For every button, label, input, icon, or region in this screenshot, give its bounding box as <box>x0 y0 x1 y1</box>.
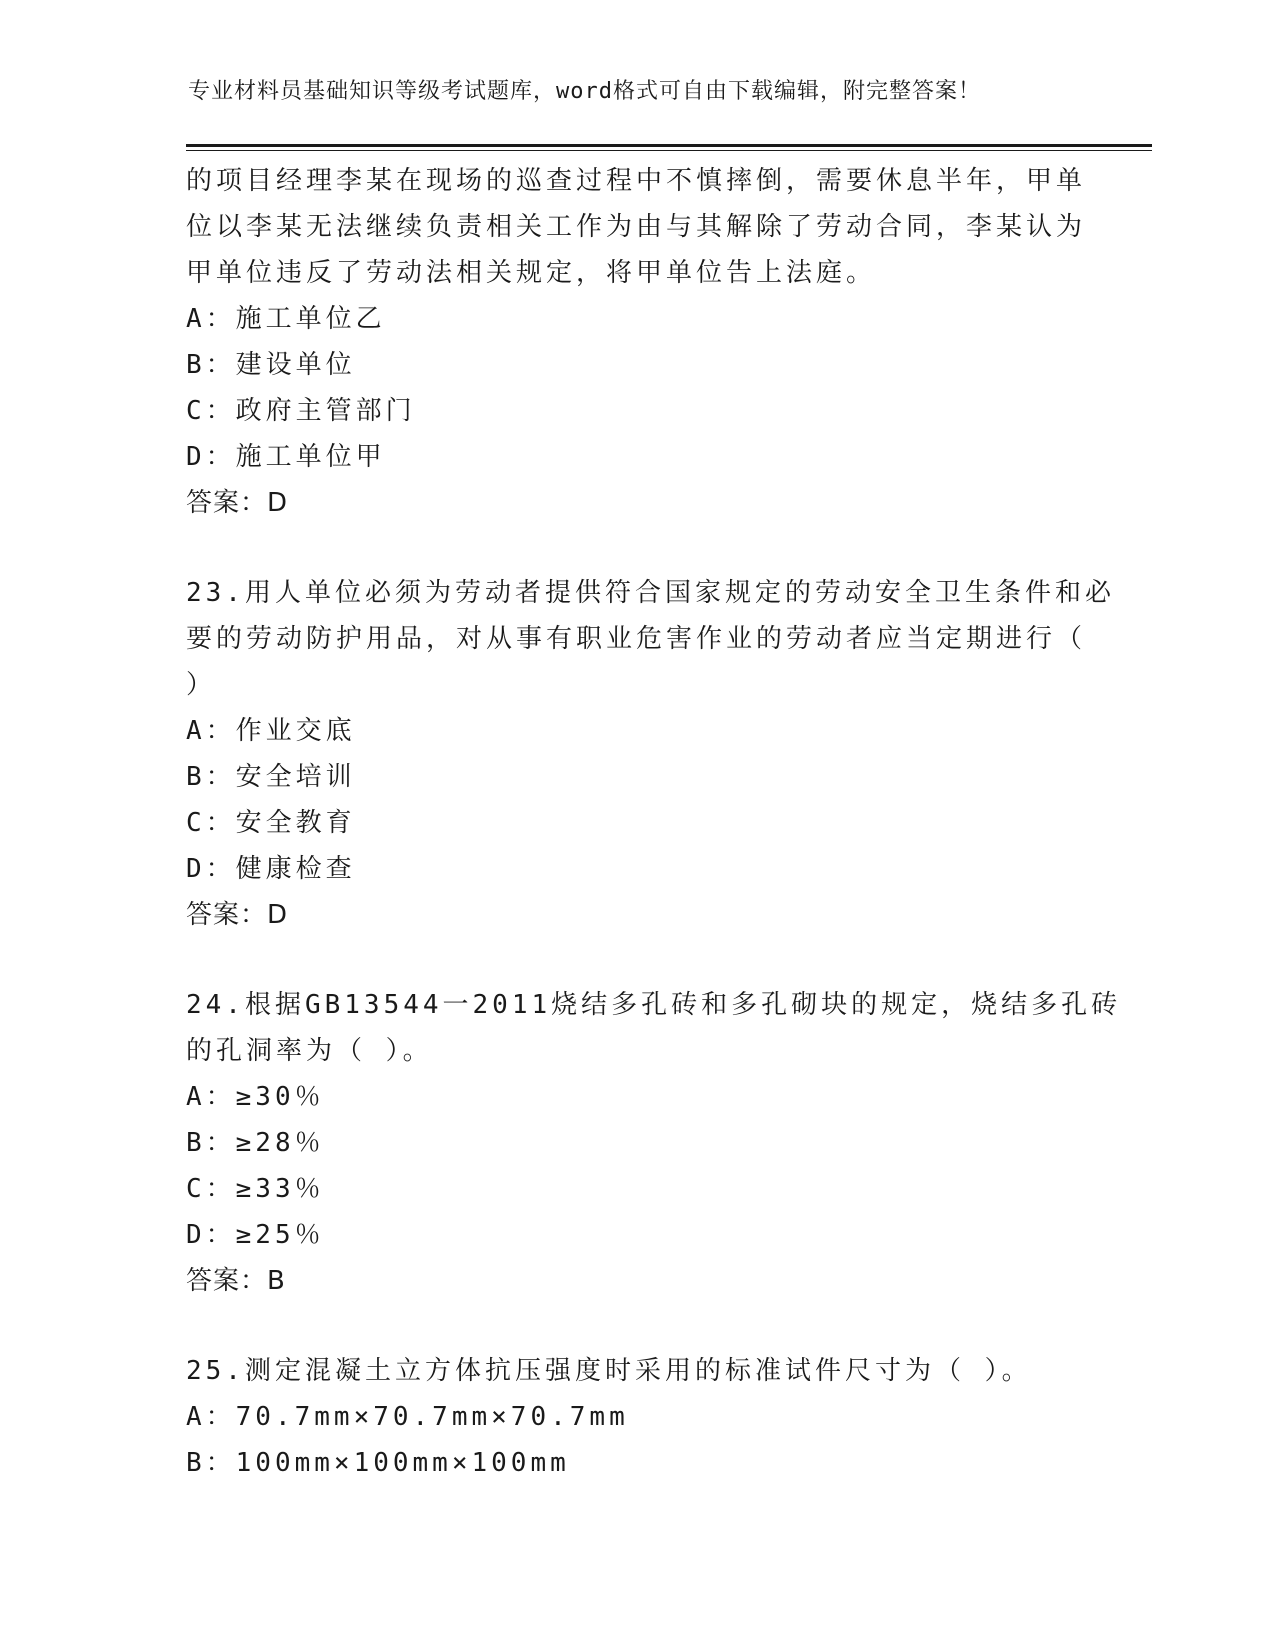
spacer <box>186 526 1076 570</box>
option-d: D：≥25％ <box>186 1220 325 1250</box>
option-a: A：施工单位乙 <box>186 304 386 334</box>
question-25 <box>186 1348 1076 1486</box>
option-c: C：政府主管部门 <box>186 396 416 426</box>
spacer <box>186 938 1076 982</box>
option-b: B：100mm×100mm×100mm <box>186 1448 570 1478</box>
answer-text: 答案：D <box>186 900 289 930</box>
header-rule-thick <box>186 144 1152 147</box>
option-d: D：健康检查 <box>186 854 356 884</box>
question-stem-line: 的孔洞率为（ ）。 <box>186 1036 433 1066</box>
page-header: 专业材料员基础知识等级考试题库，word格式可自由下载编辑，附完整答案！ <box>188 79 981 104</box>
option-c: C：安全教育 <box>186 808 356 838</box>
question-stem-line: 要的劳动防护用品，对从事有职业危害作业的劳动者应当定期进行（ <box>186 624 1087 654</box>
question-23 <box>186 570 1115 938</box>
question-stem-line: 的项目经理李某在现场的巡查过程中不慎摔倒，需要休息半年，甲单 <box>186 166 1087 196</box>
option-d: D：施工单位甲 <box>186 442 386 472</box>
option-c: C：≥33％ <box>186 1174 325 1204</box>
question-list <box>186 158 1122 1486</box>
spacer <box>186 1304 1076 1348</box>
question-stem-line: 甲单位违反了劳动法相关规定，将甲单位告上法庭。 <box>186 258 877 288</box>
question-stem-line: 25.测定混凝土立方体抗压强度时采用的标准试件尺寸为（ ）。 <box>186 1356 1032 1386</box>
question-22 <box>186 158 1087 526</box>
option-b: B：安全培训 <box>186 762 356 792</box>
question-24 <box>186 982 1122 1304</box>
header-rule-thin <box>186 150 1152 151</box>
question-stem-line: 24.根据GB13544一2011烧结多孔砖和多孔砌块的规定，烧结多孔砖 <box>186 990 1122 1020</box>
option-b: B：建设单位 <box>186 350 356 380</box>
question-stem-line: 位以李某无法继续负责相关工作为由与其解除了劳动合同，李某认为 <box>186 212 1087 242</box>
question-stem-line: 23.用人单位必须为劳动者提供符合国家规定的劳动安全卫生条件和必 <box>186 578 1115 608</box>
option-a: A：作业交底 <box>186 716 356 746</box>
question-stem-line: ） <box>186 670 217 700</box>
option-b: B：≥28％ <box>186 1128 325 1158</box>
option-a: A：70.7mm×70.7mm×70.7mm <box>186 1402 629 1432</box>
answer-text: 答案：D <box>186 488 289 518</box>
answer-text: 答案：B <box>186 1266 286 1296</box>
option-a: A：≥30％ <box>186 1082 325 1112</box>
